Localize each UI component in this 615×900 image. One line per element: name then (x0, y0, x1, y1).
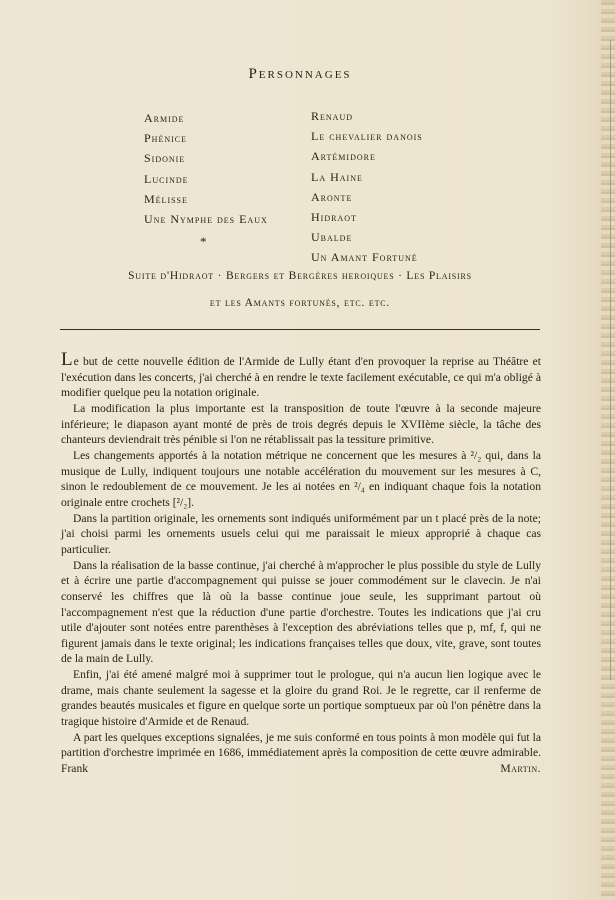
character-aronte: Aronte (311, 189, 353, 204)
character-phenice: Phénice (144, 131, 188, 146)
paragraph-4: Dans la partition originale, les ornements sont indiqués uniformément par un t placé près de la note; j'ai choisi parmi les ornements usuels celui qui me paraissait le mieux approprié à chaque cas particulier. (61, 511, 541, 556)
character-amant-fortune: Un Amant Fortuné (311, 250, 418, 265)
paragraph-1 (61, 349, 541, 401)
paragraph-3: Les changements apportés à la notation métrique ne concernent que les mesures à ²/₂ qui, dans la musique de Lully, indiquent toujours une notable accélération du mouvement sur les mesures à C, sinon le redoublement de ce mouvement. Je les ai notées en ²/₄ en indiquant chaque fois la notation originale entre crochets [²/₂]. (61, 448, 541, 509)
character-sidonie: Sidonie (144, 151, 186, 166)
divider-rule (60, 329, 540, 330)
page-title: Personnages (248, 66, 352, 82)
character-chevalier: Le chevalier danois (311, 129, 423, 144)
paragraph-1-text: e but de cette nouvelle édition de l'Armide de Lully étant d'en provoquer la reprise au Théâtre et l'exécution dans les concerts, j'ai cherché à en rendre le texte facilement exécutable, ce qui m'a obligé à modifier quelque peu la notation originale. (61, 355, 541, 400)
paragraph-5: Dans la réalisation de la basse continue, j'ai cherché à m'approcher le plus possible du style de Lully et à écrire une partie d'accompagnement qui puisse se jouer commodément sur le clavecin. Je n'ai conservé les chiffres que là où la basse continue joue seule, les supprimant partout où l'accompagnement n'est que la réduction d'une partie d'orchestre. Toutes les indications que j'ai cru utile d'ajouter sont notées entre parenthèses à l'exception des abréviations telles que p, mf, f, qui ne figurent jamais dans le texte original; les indications françaises telles que doux, vite, grave, sont toutes de la main de Lully. (61, 558, 541, 666)
suite-line-2: et les Amants fortunés, etc. etc. (209, 297, 391, 309)
signature-first: Frank (61, 762, 89, 776)
characters-left-list (144, 108, 268, 229)
character-hidraot: Hidraot (311, 209, 357, 224)
separator-asterisk: * (200, 234, 207, 249)
signature-last: Martin. (500, 762, 541, 776)
drop-cap: L (61, 349, 74, 370)
character-ubalde: Ubalde (311, 230, 353, 245)
character-renaud: Renaud (311, 109, 353, 123)
character-nymphe: Une Nymphe des Eaux (144, 211, 268, 226)
character-lucinde: Lucinde (144, 171, 189, 186)
paragraph-6: Enfin, j'ai été amené malgré moi à supprimer tout le prologue, qui n'a aucun lien logique avec le drame, mais chante seulement la sagesse et la gloire du grand Roi. Je le regrette, car il renferme de grandes beautés musicales et figure en quelque sorte un portique somptueux par où l'on pénètre dans la tragique histoire d'Armide et de Renaud. (61, 668, 541, 729)
characters-right-list (311, 106, 423, 268)
paragraph-2: La modification la plus importante est la transposition de toute l'œuvre à la seconde majeure inférieure; le diapason ayant monté de près de trois degrés depuis le XVIIème siècle, la tâche des chanteurs deviendrait très pénible si l'on ne rétablissait pas la tessiture primitive. (61, 401, 541, 447)
preface-text (61, 349, 541, 777)
signature (61, 762, 541, 775)
character-artemidore: Artémidore (311, 149, 376, 164)
character-la-haine: La Haine (311, 169, 363, 184)
character-melisse: Mélisse (144, 191, 188, 206)
page-edge (601, 0, 615, 900)
paragraph-7-text: A part les quelques exceptions signalées, je me suis conformé en tous points à mon modèle qui fut la partition d'orchestre imprimée en 1686, immédiatement après la composition de cette œuvre admirable. (61, 730, 541, 760)
character-armide: Armide (144, 111, 185, 125)
suite-line-1: Suite d'Hidraot · Bergers et Bergères heroiques · Les Plaisirs (128, 270, 472, 282)
paragraph-7 (61, 730, 541, 777)
binding-line (610, 40, 611, 680)
